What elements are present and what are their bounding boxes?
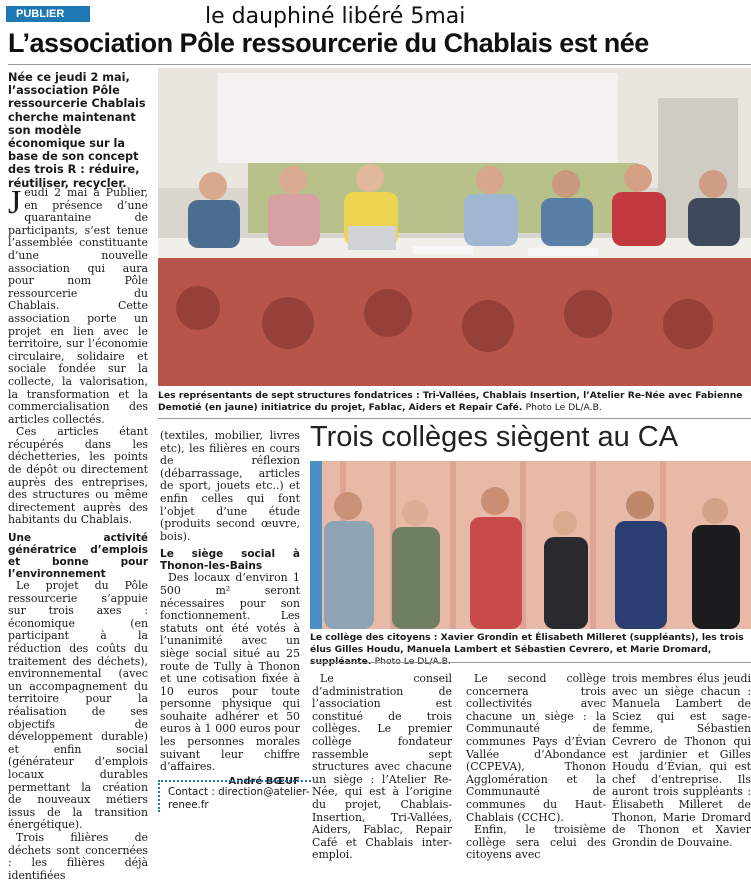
caption-rule	[158, 418, 751, 419]
dropcap: J	[8, 184, 22, 221]
paragraph: Trois filières de déchets sont concernées : les filières déjà identifiées	[8, 830, 148, 882]
paragraph: Le conseil d’administration de l’association est constitué de trois collèges. Le premier collège fondateur rassemble sept structures avec chacune un siège : l’Atelier Re-Née, qui est à l’origine du projet, Chablais-Insertion, Tri-Vallées, Aiders, Fablac, Repair Café et Chablais inter-emploi.	[312, 672, 452, 862]
headline-rule	[8, 64, 751, 65]
headline: L’association Pôle ressourcerie du Chablais est née	[8, 28, 649, 58]
lead-paragraph: Née ce jeudi 2 mai, l’association Pôle ressourcerie Chablais cherche maintenant son modèle économique sur la base de son concept des trois R : réduire, réutiliser, recycler.	[8, 71, 146, 190]
intertitle: Une activité génératrice d’emplois et bonne pour l’environnement	[8, 532, 148, 581]
article-column-3	[312, 673, 452, 862]
photo-founders-caption: Les représentants de sept structures fondatrices : Tri-Vallées, Chablais Insertion, l’Atelier Re-Née avec Fabienne Demotié (en jaune) initiatrice du projet, Fablac, Aiders et Repair Café. Photo Le DL/A.B.	[158, 390, 743, 413]
author-signature: André BŒUF	[228, 775, 300, 787]
source-note: le dauphiné libéré 5mai	[205, 4, 466, 29]
photo-citizens-caption: Le collège des citoyens : Xavier Grondin et Élisabeth Milleret (suppléants), les trois élus Gilles Houdu, Manuela Lambert et Sébastien Cevrero, et Marie Dromard,	[310, 632, 751, 668]
article-column-2	[160, 430, 300, 787]
article-column-5	[612, 673, 751, 849]
article-column-4	[466, 673, 606, 862]
paragraph: Ces articles étant récupérés dans les déchetteries, les points de dépôt ou directement auprès des entreprises, des structures ou même directement auprès des habitants du Chablais.	[8, 425, 148, 527]
intertitle: Le siège social à Thonon-les-Bains	[160, 548, 300, 573]
paragraph: (textiles, mobilier, livres etc), les filières en cours de réflexion (débarrassage, articles de sport, jouets etc..) et enfin celles qui font l’objet d’une étude (produits second œuvre, bois).	[160, 429, 300, 543]
photo-citizens-image	[310, 461, 751, 629]
caption-rule	[310, 662, 751, 663]
subheadline: Trois collèges siègent au CA	[310, 421, 679, 453]
paragraph: Le second collège concernera trois collectivités avec chacune un siège : la Communauté de communes Pays d’Évian Vallée d’Abondance (CCPEVA), Thonon Agglomération et la Communauté de communes du Haut-Chablais (CCHC).	[466, 672, 606, 824]
rubric-tag: PUBLIER	[6, 6, 90, 22]
paragraph: Jeudi 2 mai à Publier, en présence d’une quarantaine de participants, s’est tenue l’assemblée constituante d’une nouvelle association qui aura pour nom Pôle ressourcerie du Chablais. Cette association porte un projet en lien avec le territoire, sur l’économie circulaire, solidaire et sociale fondée sur la collecte, la valorisation, la transformation et la commercialisation des articles collectés.	[8, 184, 148, 426]
article-column-1	[8, 184, 148, 882]
paragraph: Enfin, le troisième collège sera celui des citoyens avec	[466, 823, 606, 862]
photo-citizens	[310, 461, 751, 629]
photo-founders	[158, 68, 751, 386]
paragraph: trois membres élus jeudi avec un siège chacun : Manuela Lambert de Sciez qui est sage-femme, Sébastien Cevrero de Thonon qui est jardinier et Gilles Houdu d’Évian, qui est chef d’entreprise. Ils auront trois suppléants : Élisabeth Milleret de Thonon, Marie Dromard de Thonon et Xavier Grondin de Douvaine.	[612, 672, 751, 849]
photo-credit: Photo Le DL/A.B.	[525, 402, 602, 413]
contact-box: Contact : direction@atelier-renee.fr	[158, 780, 311, 812]
paragraph: Des locaux d’environ 1 500 m² seront nécessaires pour son fonctionnement. Les statuts ont été votés à l’unanimité avec un siège social situé au 25 route de Tully à Thonon et une cotisation fixée à 10 euros pour toute personne physique qui souhaite adhérer et 50 euros à 1 000 euros pour les personnes morales suivant leur chiffre d’affaires.	[160, 571, 300, 774]
paragraph: Le projet du Pôle ressourcerie s’appuie sur trois axes : économique (en participant à la réduction des coûts du traitement des déchets), environnemental (avec un accompagnement du territoire pour la réalisation de ses objectifs de développement durable) et enfin social (générateur d’emplois locaux durables permettant la création de nouveaux métiers issus de la transition énergétique).	[8, 579, 148, 832]
photo-founders-image	[158, 68, 751, 386]
